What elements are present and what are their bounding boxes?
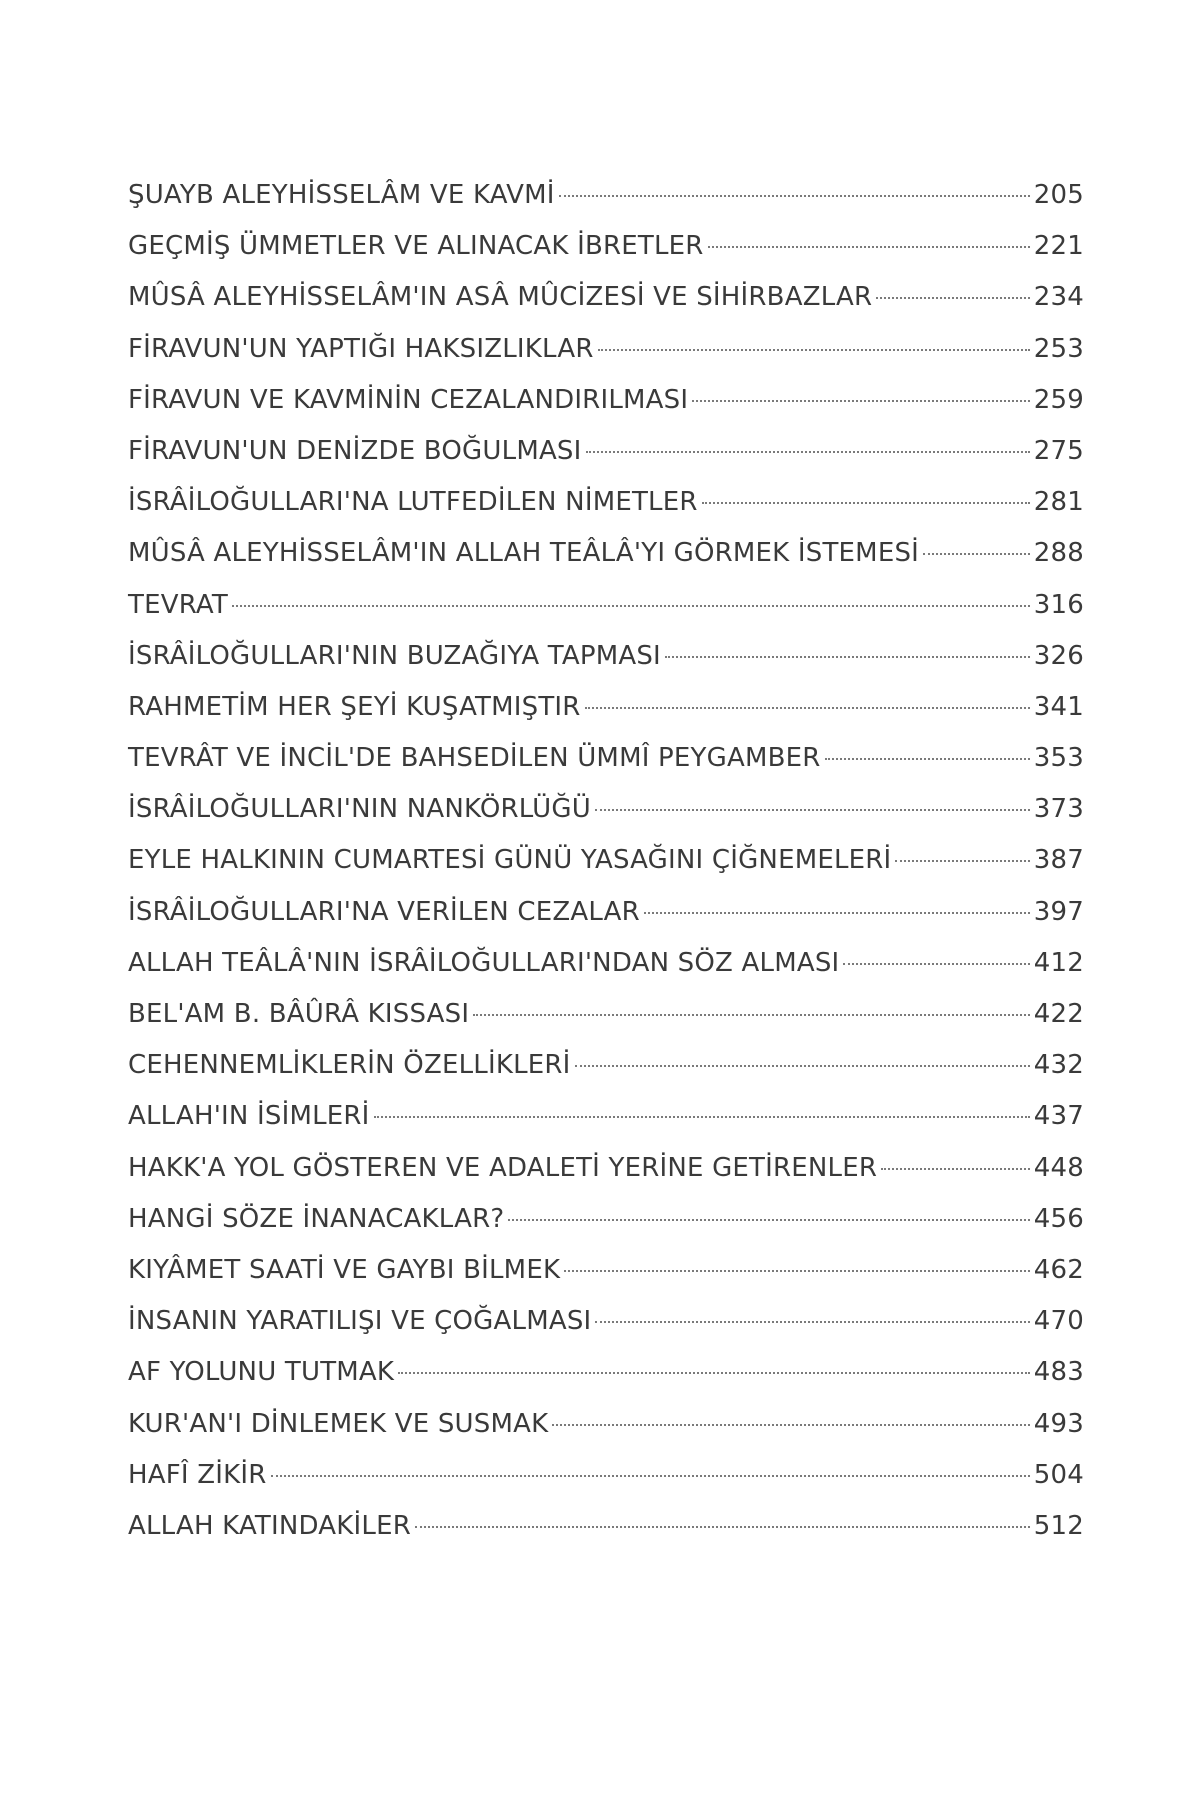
- toc-entry: [128, 477, 1084, 528]
- toc-entry-page: 448: [1033, 1152, 1084, 1183]
- dot-leader: [374, 1116, 1030, 1118]
- toc-entry-title: GEÇMİŞ ÜMMETLER VE ALINACAK İBRETLER: [128, 231, 704, 262]
- toc-entry-title: FİRAVUN'UN YAPTIĞI HAKSIZLIKLAR: [128, 333, 594, 364]
- toc-entry-page: 437: [1033, 1101, 1084, 1132]
- toc-entry-title: MÛSÂ ALEYHİSSELÂM'IN ASÂ MÛCİZESİ VE SİHİRBAZLAR: [128, 282, 873, 313]
- toc-entry-page: 353: [1033, 743, 1084, 774]
- dot-leader: [586, 451, 1030, 453]
- toc-entry: [128, 528, 1084, 579]
- toc-entry-page: 493: [1033, 1408, 1084, 1439]
- toc-entry-page: 341: [1033, 691, 1084, 722]
- dot-leader: [559, 195, 1030, 197]
- toc-entry-page: 483: [1033, 1357, 1084, 1388]
- toc-entry: [128, 1245, 1084, 1296]
- toc-entry-title: RAHMETİM HER ŞEYİ KUŞATMIŞTIR: [128, 691, 581, 722]
- toc-entry: [128, 1450, 1084, 1501]
- toc-entry: [128, 1399, 1084, 1450]
- toc-entry-page: 456: [1033, 1203, 1084, 1234]
- dot-leader: [398, 1372, 1030, 1374]
- dot-leader: [595, 1321, 1029, 1323]
- toc-entry-title: TEVRAT: [128, 589, 228, 620]
- toc-entry-title: EYLE HALKININ CUMARTESİ GÜNÜ YASAĞINI ÇİĞNEMELERİ: [128, 845, 892, 876]
- toc-entry: [128, 1143, 1084, 1194]
- dot-leader: [271, 1475, 1030, 1477]
- toc-entry: [128, 1347, 1084, 1398]
- toc-entry-page: 234: [1033, 282, 1084, 313]
- toc-entry: [128, 835, 1084, 886]
- toc-entry: [128, 938, 1084, 989]
- toc-entry: [128, 733, 1084, 784]
- toc-entry-page: 504: [1033, 1459, 1084, 1490]
- toc-entry: [128, 1040, 1084, 1091]
- toc-entry-page: 432: [1033, 1050, 1084, 1081]
- dot-leader: [575, 1065, 1030, 1067]
- toc-entry-title: ŞUAYB ALEYHİSSELÂM VE KAVMİ: [128, 180, 555, 210]
- toc-entry-page: 316: [1033, 589, 1084, 620]
- toc-entry-page: 259: [1033, 384, 1084, 415]
- toc-entry: [128, 221, 1084, 272]
- toc-entry-page: 288: [1033, 538, 1084, 569]
- toc-entry: [128, 170, 1084, 221]
- toc-entry: [128, 580, 1084, 631]
- dot-leader: [702, 502, 1030, 504]
- toc-entry: [128, 682, 1084, 733]
- dot-leader: [665, 656, 1030, 658]
- toc-entry-page: 275: [1033, 435, 1084, 466]
- dot-leader: [692, 400, 1030, 402]
- dot-leader: [415, 1526, 1030, 1528]
- toc-entry: [128, 375, 1084, 426]
- toc-entry-title: FİRAVUN VE KAVMİNİN CEZALANDIRILMASI: [128, 384, 689, 415]
- toc-entry-page: 281: [1033, 487, 1084, 518]
- toc-entry-title: KUR'AN'I DİNLEMEK VE SUSMAK: [128, 1408, 549, 1439]
- toc-entry-title: HAKK'A YOL GÖSTEREN VE ADALETİ YERİNE GETİRENLER: [128, 1152, 878, 1183]
- dot-leader: [708, 246, 1030, 248]
- toc-entry: [128, 784, 1084, 835]
- dot-leader: [473, 1014, 1030, 1016]
- dot-leader: [644, 912, 1030, 914]
- toc-entry-page: 512: [1033, 1510, 1084, 1541]
- toc-entry-page: 221: [1033, 231, 1084, 262]
- toc-entry: [128, 272, 1084, 323]
- toc-entry-title: ALLAH'IN İSİMLERİ: [128, 1101, 370, 1132]
- toc-entry-page: 387: [1033, 845, 1084, 876]
- dot-leader: [508, 1219, 1029, 1221]
- toc-entry-title: FİRAVUN'UN DENİZDE BOĞULMASI: [128, 435, 582, 466]
- toc-entry-page: 412: [1033, 947, 1084, 978]
- toc-entry-title: MÛSÂ ALEYHİSSELÂM'IN ALLAH TEÂLÂ'YI GÖRMEK İSTEMESİ: [128, 538, 920, 569]
- toc-entry-title: BEL'AM B. BÂÛRÂ KISSASI: [128, 999, 470, 1029]
- dot-leader: [825, 758, 1030, 760]
- toc-entry-title: HANGİ SÖZE İNANACAKLAR?: [128, 1203, 505, 1234]
- table-of-contents: [128, 170, 1084, 1552]
- dot-leader: [598, 349, 1030, 351]
- toc-entry-page: 326: [1033, 640, 1084, 671]
- toc-entry-title: İNSANIN YARATILIŞI VE ÇOĞALMASI: [128, 1306, 592, 1337]
- dot-leader: [232, 605, 1030, 607]
- toc-entry-page: 422: [1033, 999, 1084, 1029]
- toc-entry: [128, 1194, 1084, 1245]
- toc-entry-page: 397: [1033, 896, 1084, 927]
- toc-entry-page: 253: [1033, 333, 1084, 364]
- toc-entry-page: 373: [1033, 794, 1084, 825]
- toc-entry-page: 462: [1033, 1254, 1084, 1285]
- toc-entry-title: ALLAH KATINDAKİLER: [128, 1510, 411, 1541]
- toc-entry: [128, 1296, 1084, 1347]
- toc-entry: [128, 887, 1084, 938]
- dot-leader: [564, 1270, 1030, 1272]
- dot-leader: [552, 1424, 1029, 1426]
- toc-entry: [128, 324, 1084, 375]
- dot-leader: [881, 1168, 1030, 1170]
- dot-leader: [923, 553, 1030, 555]
- toc-entry: [128, 426, 1084, 477]
- toc-entry: [128, 631, 1084, 682]
- dot-leader: [595, 809, 1030, 811]
- toc-entry-title: ALLAH TEÂLÂ'NIN İSRÂİLOĞULLARI'NDAN SÖZ ALMASI: [128, 947, 840, 978]
- toc-entry-title: KIYÂMET SAATİ VE GAYBI BİLMEK: [128, 1254, 561, 1285]
- toc-entry-title: CEHENNEMLİKLERİN ÖZELLİKLERİ: [128, 1050, 571, 1081]
- dot-leader: [585, 707, 1030, 709]
- toc-entry-title: İSRÂİLOĞULLARI'NIN NANKÖRLÜĞÜ: [128, 794, 591, 825]
- toc-entry-title: İSRÂİLOĞULLARI'NIN BUZAĞIYA TAPMASI: [128, 640, 661, 671]
- toc-entry: [128, 1091, 1084, 1142]
- toc-entry-title: HAFÎ ZİKİR: [128, 1459, 267, 1490]
- toc-entry-title: TEVRÂT VE İNCİL'DE BAHSEDİLEN ÜMMÎ PEYGAMBER: [128, 743, 821, 774]
- toc-entry-title: AF YOLUNU TUTMAK: [128, 1357, 395, 1388]
- toc-entry-page: 205: [1033, 180, 1084, 210]
- toc-entry: [128, 1501, 1084, 1552]
- dot-leader: [895, 860, 1029, 862]
- toc-entry: [128, 989, 1084, 1040]
- toc-entry-title: İSRÂİLOĞULLARI'NA LUTFEDİLEN NİMETLER: [128, 487, 698, 518]
- dot-leader: [876, 297, 1030, 299]
- toc-entry-page: 470: [1033, 1306, 1084, 1337]
- dot-leader: [843, 963, 1029, 965]
- toc-entry-title: İSRÂİLOĞULLARI'NA VERİLEN CEZALAR: [128, 896, 640, 927]
